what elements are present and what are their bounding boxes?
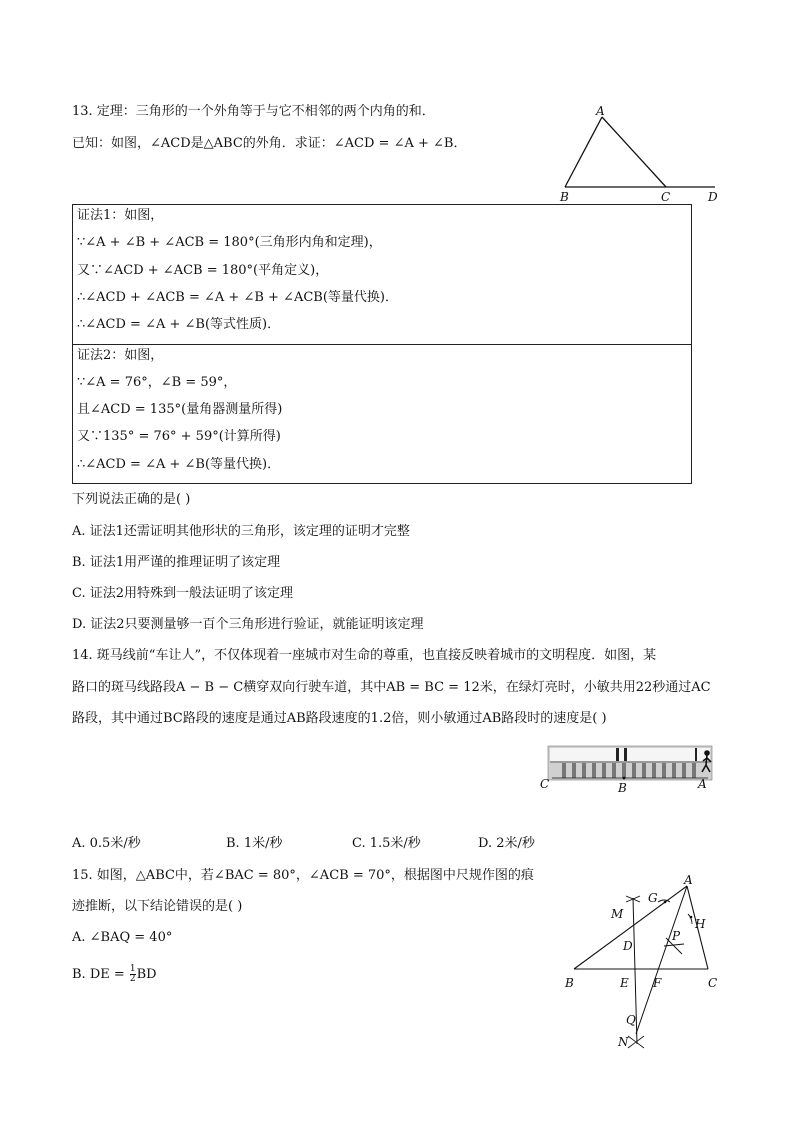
- q15-label-g: G: [648, 891, 658, 905]
- q14-label-c: C: [540, 777, 550, 791]
- crosswalk-figure: [540, 744, 720, 794]
- q15-option-b-prefix: B. DE =: [72, 967, 129, 982]
- q15-label-b: B: [565, 976, 574, 990]
- fraction-numerator: 1: [129, 964, 136, 974]
- q15-label-m: M: [611, 907, 624, 921]
- q13-stem: 13. 定理：三角形的一个外角等于与它不相邻的两个内角的和．: [72, 104, 435, 119]
- q14-option-c: C. 1.5米/秒: [352, 836, 421, 851]
- q15-line-1: 15. 如图，△ABC中，若∠BAC = 80°，∠ACB = 70°，根据图中尺规作图的痕: [72, 868, 534, 883]
- proof2-line-3: 且∠ACD = 135°(量角器测量所得): [77, 402, 283, 417]
- q14-label-a: A: [698, 777, 707, 791]
- q15-label-n: N: [618, 1035, 629, 1049]
- proof1-line-2: ∵∠A + ∠B + ∠ACB = 180°(三角形内角和定理)，: [77, 235, 382, 250]
- q15-label-d: D: [623, 939, 633, 953]
- q14-line-2: 路口的斑马线路段A − B − C横穿双向行驶车道，其中AB = BC = 12米，在绿灯亮时，小敏共用22秒通过AC: [72, 680, 711, 695]
- proof2-line-4: 又∵135° = 76° + 59°(计算所得): [77, 429, 281, 444]
- q15-label-c: C: [708, 976, 718, 990]
- q15-label-p: P: [672, 929, 681, 943]
- q14-option-a: A. 0.5米/秒: [72, 836, 141, 851]
- q15-label-h: H: [695, 917, 706, 931]
- q15-line-2: 迹推断，以下结论错误的是( ): [72, 899, 243, 914]
- proof2-line-1: 证法2：如图，: [77, 348, 164, 363]
- q15-label-q: Q: [626, 1013, 636, 1027]
- proof2-line-5: ∴∠ACD = ∠A + ∠B(等量代换)．: [77, 457, 281, 472]
- q14-line-1: 14. 斑马线前“车让人”，不仅体现着一座城市对生命的尊重，也直接反映着城市的文明程度．如图，某: [72, 648, 657, 663]
- q15-option-a: A. ∠BAQ = 40°: [72, 930, 173, 945]
- q14-option-b: B. 1米/秒: [226, 836, 283, 851]
- q13-label-d: D: [708, 190, 718, 204]
- proof1-line-4: ∴∠ACD + ∠ACB = ∠A + ∠B + ∠ACB(等量代换)．: [77, 290, 398, 305]
- q14-line-3: 路段，其中通过BC路段的速度是通过AB路段速度的1.2倍，则小敏通过AB路段时的速度是( ): [72, 711, 607, 726]
- q15-option-b: [72, 965, 157, 984]
- fraction-denominator: 2: [129, 974, 136, 984]
- q14-label-b: B: [618, 781, 627, 795]
- q15-construction-figure: [560, 872, 730, 1052]
- q13-question: 下列说法正确的是( ): [72, 492, 191, 507]
- q13-triangle-figure: [555, 104, 725, 204]
- q15-label-e: E: [620, 976, 629, 990]
- q13-label-b: B: [560, 190, 569, 204]
- q13-option-b: B. 证法1用严谨的推理证明了该定理: [72, 555, 281, 570]
- q15-label-a: A: [684, 873, 693, 887]
- proof1-line-1: 证法1：如图，: [77, 208, 164, 223]
- q15-label-f: F: [653, 976, 662, 990]
- q13-option-c: C. 证法2用特殊到一般法证明了该定理: [72, 586, 294, 601]
- q13-option-d: D. 证法2只要测量够一百个三角形进行验证，就能证明该定理: [72, 617, 424, 632]
- q13-label-c: C: [661, 190, 671, 204]
- proof2-line-2: ∵∠A = 76°，∠B = 59°，: [77, 375, 237, 390]
- q15-option-b-suffix: BD: [136, 967, 157, 982]
- proof1-line-5: ∴∠ACD = ∠A + ∠B(等式性质)．: [77, 317, 281, 332]
- proof-divider: [73, 344, 691, 345]
- q13-label-a: A: [596, 104, 605, 118]
- proof1-line-3: 又∵∠ACD + ∠ACB = 180°(平角定义)，: [77, 263, 329, 278]
- q13-given: 已知：如图，∠ACD是△ABC的外角．求证：∠ACD = ∠A + ∠B．: [72, 136, 467, 151]
- fraction: [130, 965, 136, 984]
- q14-option-d: D. 2米/秒: [478, 836, 535, 851]
- q13-option-a: A. 证法1还需证明其他形状的三角形，该定理的证明才完整: [72, 524, 410, 539]
